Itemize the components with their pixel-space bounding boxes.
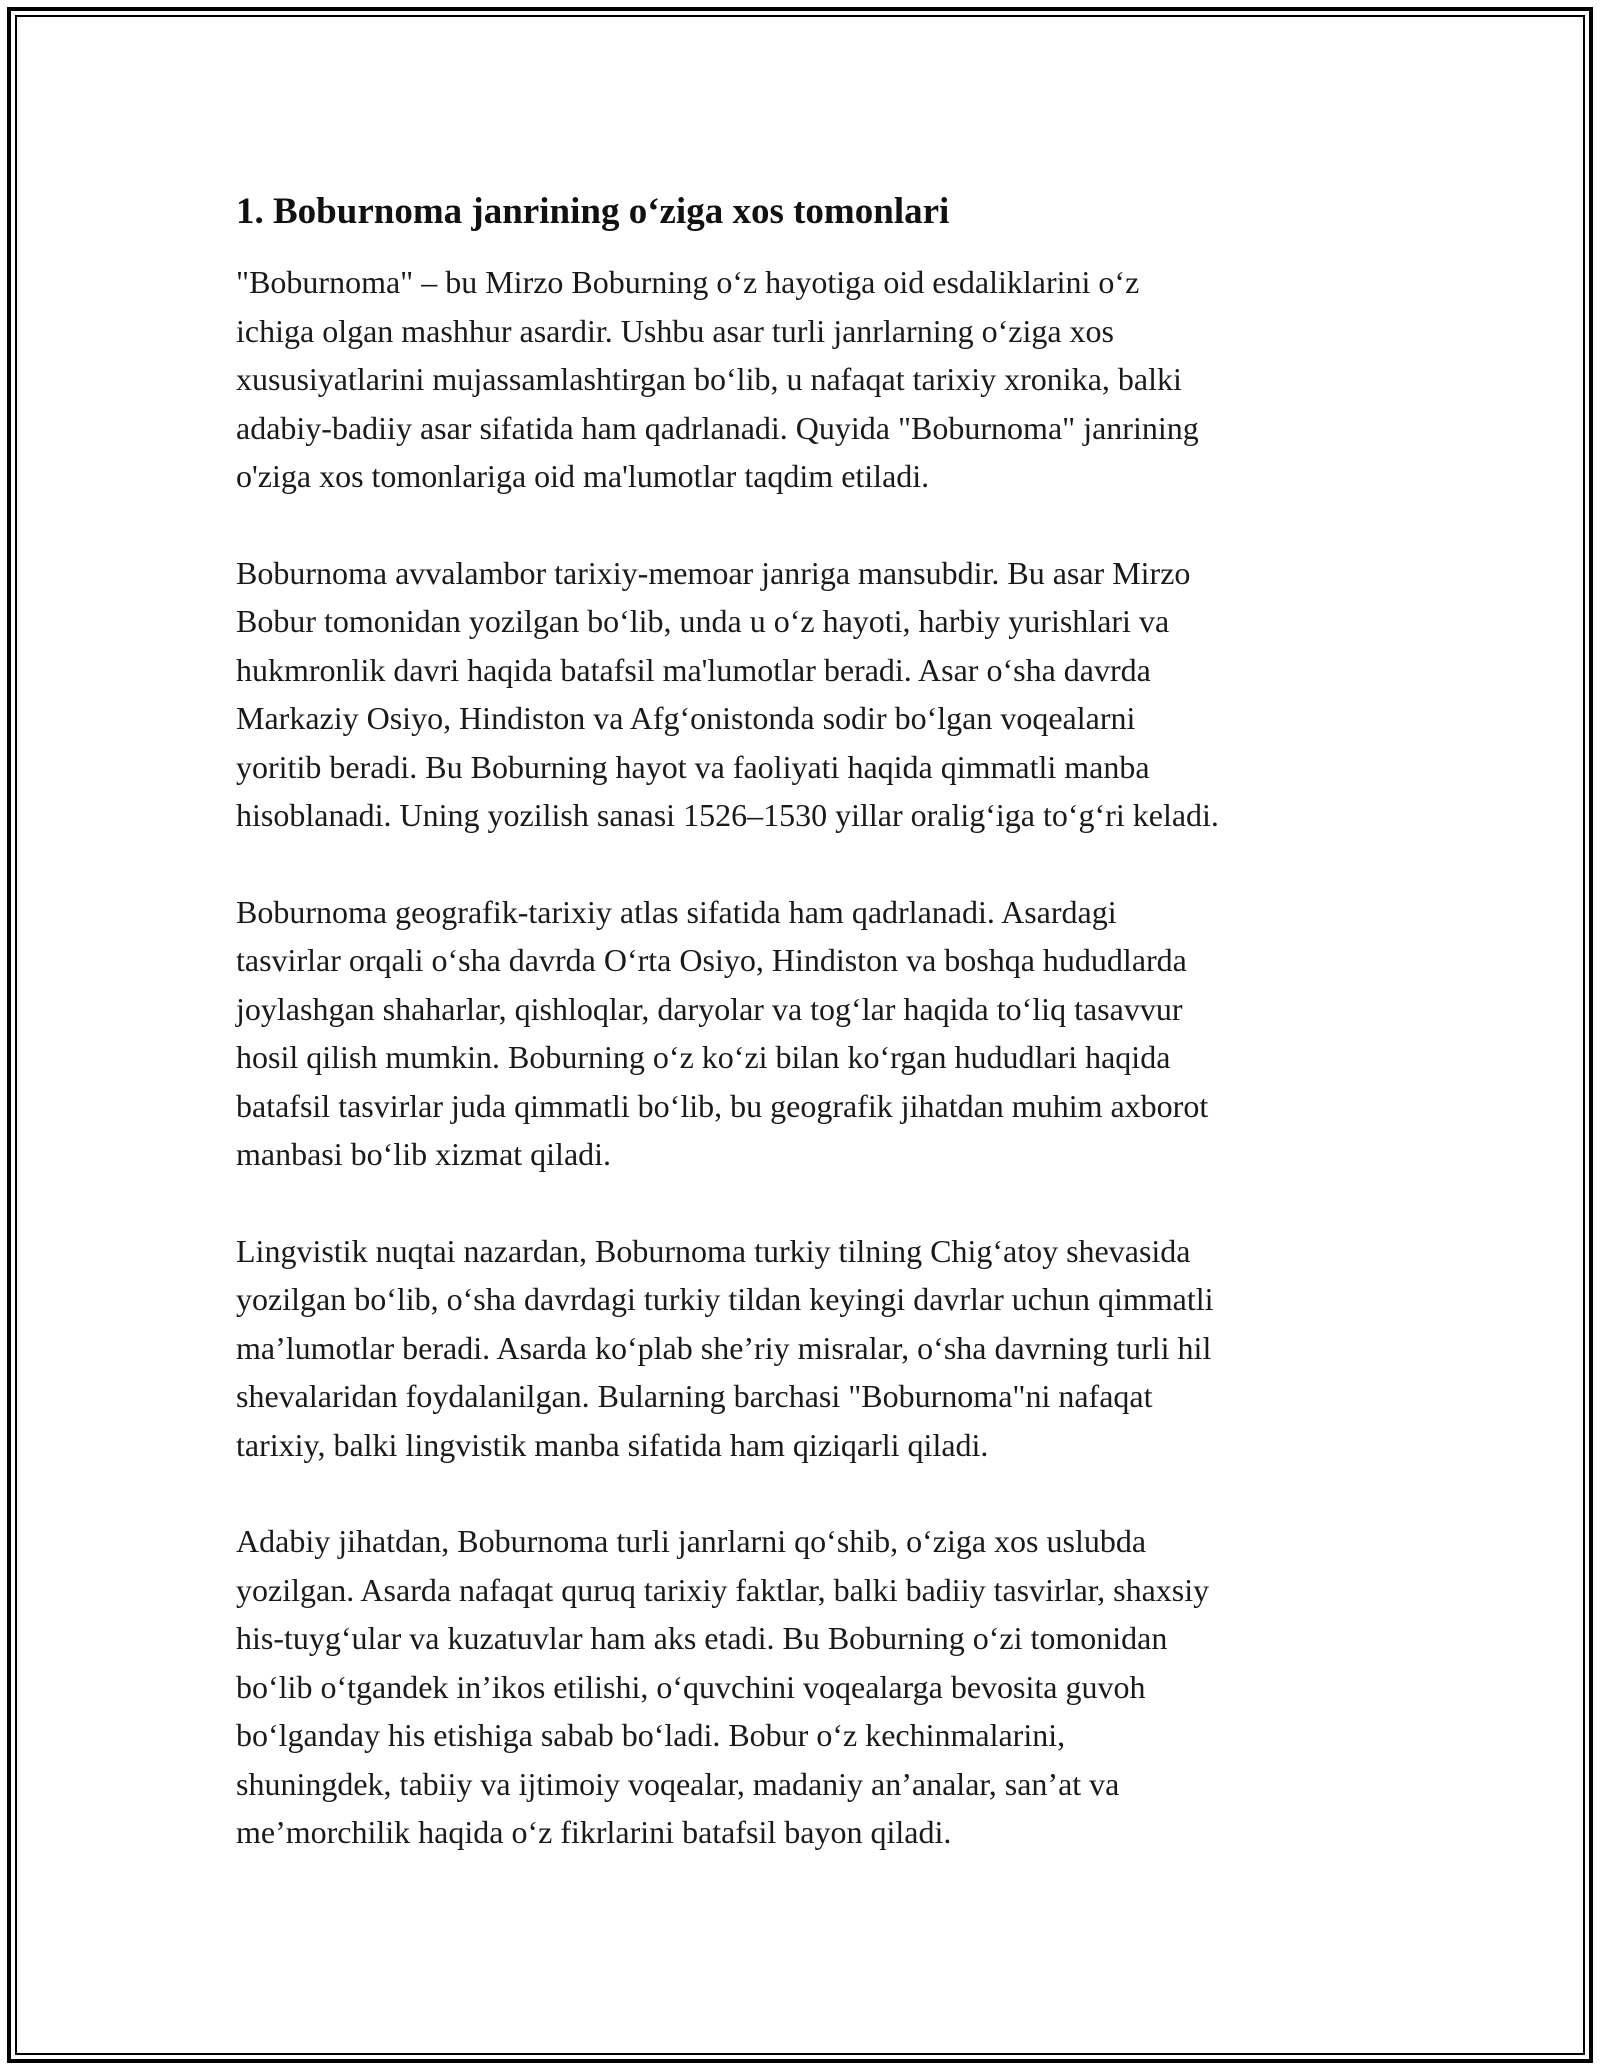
- paragraph-geographic-atlas: [236, 888, 1376, 1179]
- paragraph-line: his-tuyg‘ular va kuzatuvlar ham aks etadi. Bu Boburning o‘zi tomonidan: [236, 1620, 1168, 1656]
- document-body: [236, 188, 1376, 1905]
- paragraph-line: tarixiy, balki lingvistik manba sifatida ham qiziqarli qiladi.: [236, 1426, 989, 1463]
- paragraph-line: "Boburnoma" – bu Mirzo Boburning o‘z hayotiga oid esdaliklarini o‘z: [236, 264, 1140, 300]
- paragraph-line: bo‘lganday his etishiga sabab bo‘ladi. Bobur o‘z kechinmalarini,: [236, 1717, 1066, 1753]
- document-title: 1. Boburnoma janrining o‘ziga xos tomonlari: [236, 191, 950, 232]
- paragraph-line: bo‘lib o‘tgandek in’ikos etilishi, o‘quvchini voqealarga bevosita guvoh: [236, 1668, 1146, 1705]
- paragraph-line: Markaziy Osiyo, Hindiston va Afg‘onistonda sodir bo‘lgan voqealarni: [236, 700, 1136, 736]
- paragraph-line: Adabiy jihatdan, Boburnoma turli janrlarni qo‘shib, o‘ziga xos uslubda: [236, 1523, 1147, 1559]
- paragraph-line: hukmronlik davri haqida batafsil ma'lumotlar beradi. Asar o‘sha davrda: [236, 651, 1151, 688]
- paragraph-line: ma’lumotlar beradi. Asarda ko‘plab she’riy misralar, o‘sha davrning turli hil: [236, 1329, 1212, 1366]
- paragraph-literary: [236, 1517, 1376, 1857]
- paragraph-line: me’morchilik haqida o‘z fikrlarini batafsil bayon qiladi.: [236, 1814, 952, 1850]
- paragraph-linguistic: [236, 1227, 1376, 1470]
- paragraph-memoir-genre: [236, 549, 1376, 840]
- paragraph-line: tasvirlar orqali o‘sha davrda O‘rta Osiyo, Hindiston va boshqa hududlarda: [236, 942, 1187, 978]
- paragraph-line: batafsil tasvirlar juda qimmatli bo‘lib, bu geografik jihatdan muhim axborot: [236, 1087, 1209, 1124]
- paragraph-line: adabiy-badiiy asar sifatida ham qadrlanadi. Quyida "Boburnoma" janrining: [236, 409, 1199, 446]
- paragraph-line: ichiga olgan mashhur asardir. Ushbu asar turli janrlarning o‘ziga xos: [236, 312, 1114, 349]
- paragraph-line: Boburnoma geografik-tarixiy atlas sifatida ham qadrlanadi. Asardagi: [236, 893, 1117, 930]
- paragraph-line: yozilgan bo‘lib, o‘sha davrdagi turkiy tildan keyingi davrlar uchun qimmatli: [236, 1281, 1214, 1317]
- paragraph-line: shuningdek, tabiiy va ijtimoiy voqealar, madaniy an’analar, san’at va: [236, 1765, 1120, 1802]
- paragraph-line: manbasi bo‘lib xizmat qiladi.: [236, 1136, 612, 1172]
- paragraph-line: joylashgan shaharlar, qishloqlar, daryolar va tog‘lar haqida to‘liq tasavvur: [236, 990, 1183, 1027]
- paragraph-line: xususiyatlarini mujassamlashtirgan bo‘lib, u nafaqat tarixiy xronika, balki: [236, 361, 1182, 397]
- paragraph-line: yoritib beradi. Bu Boburning hayot va faoliyati haqida qimmatli manba: [236, 748, 1150, 785]
- paragraph-line: Lingvistik nuqtai nazardan, Boburnoma turkiy tilning Chig‘atoy shevasida: [236, 1232, 1191, 1269]
- paragraph-line: o'ziga xos tomonlariga oid ma'lumotlar taqdim etiladi.: [236, 458, 930, 494]
- paragraph-line: Bobur tomonidan yozilgan bo‘lib, unda u o‘z hayoti, harbiy yurishlari va: [236, 603, 1170, 639]
- paragraph-line: shevalaridan foydalanilgan. Bularning barchasi "Boburnoma"ni nafaqat: [236, 1378, 1153, 1414]
- paragraph-introduction: [236, 258, 1376, 501]
- paragraph-line: yozilgan. Asarda nafaqat quruq tarixiy faktlar, balki badiiy tasvirlar, shaxsiy: [236, 1571, 1210, 1608]
- paragraph-line: hisoblanadi. Uning yozilish sanasi 1526–1530 yillar oralig‘iga to‘g‘ri keladi.: [236, 797, 1219, 833]
- paragraph-line: hosil qilish mumkin. Boburning o‘z ko‘zi bilan ko‘rgan hududlari haqida: [236, 1039, 1171, 1075]
- paragraph-line: Boburnoma avvalambor tarixiy-memoar janriga mansubdir. Bu asar Mirzo: [236, 554, 1191, 591]
